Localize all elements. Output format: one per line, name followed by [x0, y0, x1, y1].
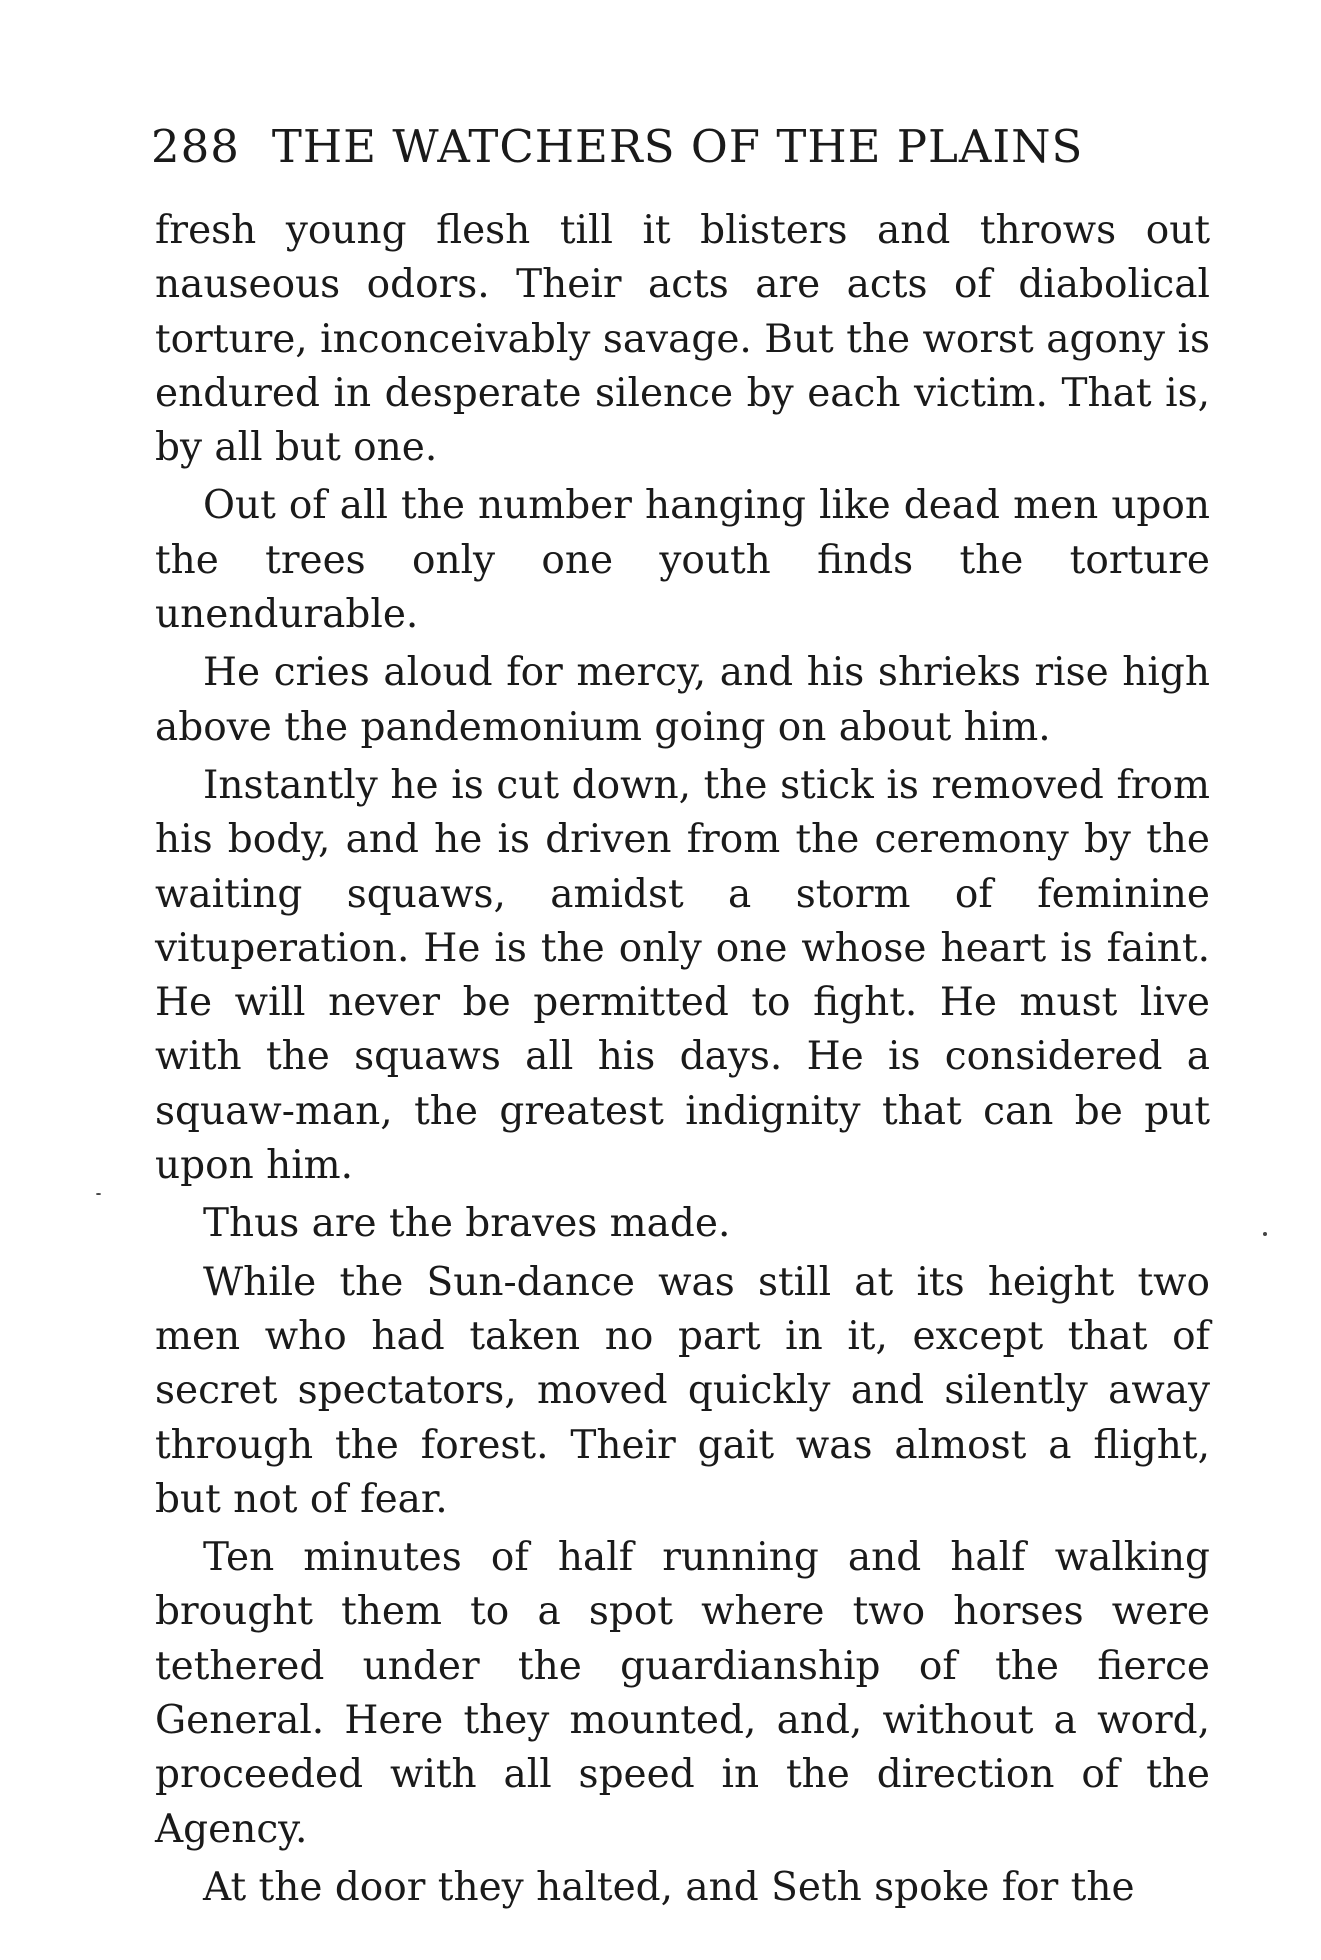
paragraph-8: At the door they halted, and Seth spoke for the [203, 1864, 1135, 1910]
book-title: THE WATCHERS OF THE PLAINS [271, 120, 1084, 173]
paragraph-7: Ten minutes of half running and half walking brought them to a spot where two horses were tethered under the guardianship of the fierce General. Here they mounted, and, without a word, proceeded with all speed in the direction of the Agency. [155, 1535, 1210, 1852]
paragraph-3: He cries aloud for mercy, and his shrieks rise high above the pandemonium going on about him. [155, 650, 1210, 750]
body-text [155, 204, 1210, 1919]
paragraph-6: While the Sun-dance was still at its height two men who had taken no part in it, except that of secret spectators, moved quickly and silently away through the forest. Their gait was almost a flight, but not of fear. [155, 1259, 1210, 1522]
print-speck [1263, 1232, 1267, 1236]
paragraph-1: fresh young flesh till it blisters and throws out nauseous odors. Their acts are acts of diabolical torture, inconceivably savage. But the worst agony is endured in desperate silence by each victim. That is, by all but one. [155, 208, 1210, 471]
paragraph-4: Instantly he is cut down, the stick is removed from his body, and he is driven from the ceremony by the waiting squaws, amidst a storm of feminine vituperation. He is the only one whose heart is faint. He will never be permitted to fight. He must live with the squaws all his days. He is considered a squaw-man, the greatest indignity that can be put upon him. [155, 762, 1210, 1189]
print-speck [96, 1193, 101, 1195]
running-head [151, 120, 1084, 174]
page-number: 288 [151, 120, 240, 173]
paragraph-2: Out of all the number hanging like dead men upon the trees only one youth finds the torture unendurable. [155, 483, 1210, 638]
paragraph-5: Thus are the braves made. [203, 1201, 731, 1247]
